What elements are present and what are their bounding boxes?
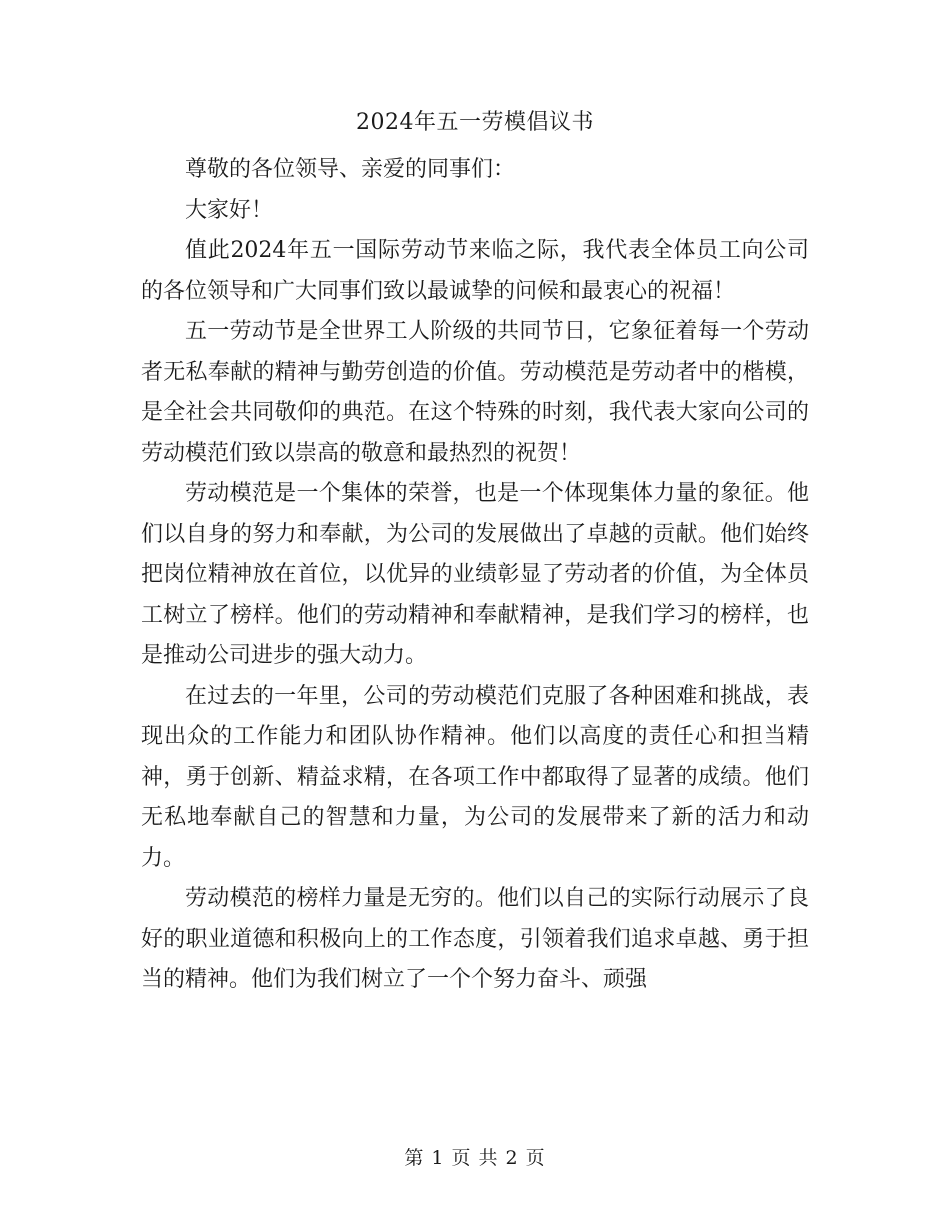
page-number-footer: 第 1 页 共 2 页 [404,1147,546,1169]
body-paragraph: 五一劳动节是全世界工人阶级的共同节日，它象征着每一个劳动者无私奉献的精神与勤劳创造的价值。劳动模范是劳动者中的楷模，是全社会共同敬仰的典范。在这个特殊的时刻，我代表大家向公司的劳动模范们致以崇高的敬意和最热烈的祝贺！ [141,319,809,466]
body-paragraph: 劳动模范是一个集体的荣誉，也是一个体现集体力量的象征。他们以自身的努力和奉献，为公司的发展做出了卓越的贡献。他们始终把岗位精神放在首位，以优异的业绩彰显了劳动者的价值，为全体员工树立了榜样。他们的劳动精神和奉献精神，是我们学习的榜样，也是推动公司进步的强大动力。 [141,481,809,668]
document-title: 2024年五一劳模倡议书 [356,110,594,135]
body-paragraph: 劳动模范的榜样力量是无穷的。他们以自己的实际行动展示了良好的职业道德和积极向上的工作态度，引领着我们追求卓越、勇于担当的精神。他们为我们树立了一个个努力奋斗、顽强 [141,886,809,992]
body-paragraph: 值此2024年五一国际劳动节来临之际，我代表全体员工向公司的各位领导和广大同事们致以最诚挚的问候和最衷心的祝福！ [141,238,809,304]
salutation: 尊敬的各位领导、亲爱的同事们： [185,157,516,182]
greeting: 大家好！ [185,197,274,223]
document-body [141,150,809,1001]
body-paragraph: 在过去的一年里，公司的劳动模范们克服了各种困难和挑战，表现出众的工作能力和团队协作精神。他们以高度的责任心和担当精神，勇于创新、精益求精，在各项工作中都取得了显著的成绩。他们无私地奉献自己的智慧和力量，为公司的发展带来了新的活力和动力。 [141,683,809,871]
